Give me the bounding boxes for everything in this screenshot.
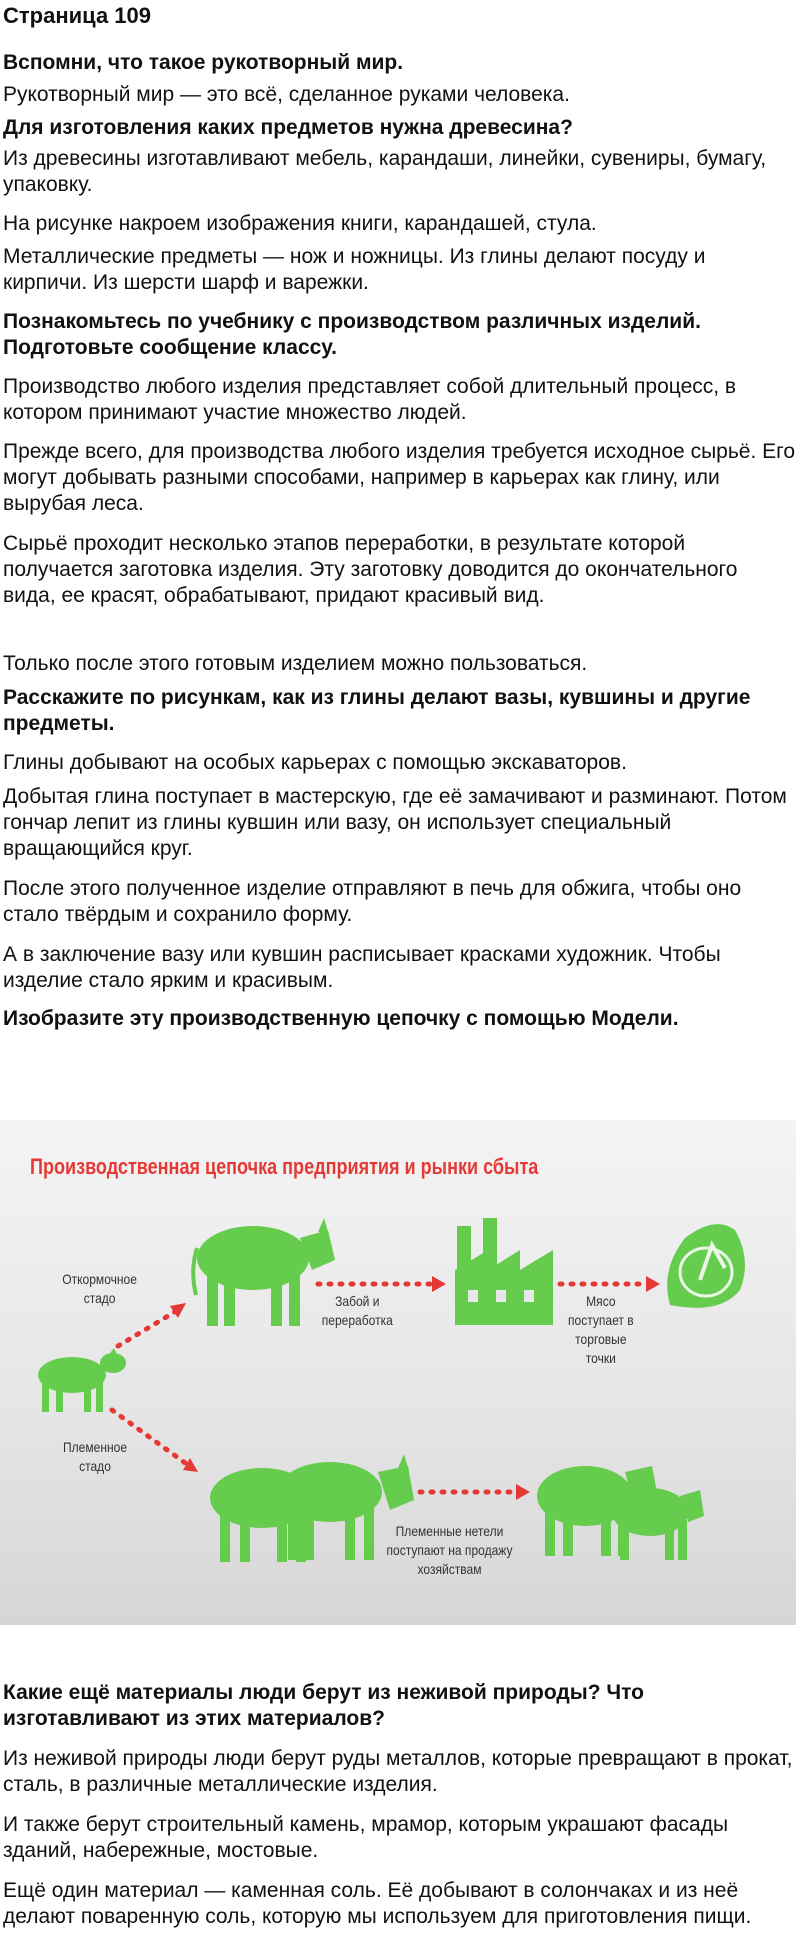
label-breeding-herd: Племенное стадо [62, 1439, 128, 1474]
heifers-icon [537, 1466, 704, 1560]
answer-4-d: А в заключение вазу или кувшин расписывает красками художник. Чтобы изделие стало ярким и красивым. [3, 943, 721, 992]
answer-6-b: И также берут строительный камень, мрамор, которым украшают фасады зданий, набережные, мостовые. [3, 1813, 729, 1862]
label-slaughter: Забой и переработка [321, 1293, 393, 1328]
answer-4-c: После этого полученное изделие отправляют в печь для обжига, чтобы оно стало твёрдым и сохранило форму. [3, 877, 742, 926]
figure-title: Производственная цепочка предприятия и рынки сбыта [30, 1154, 539, 1179]
breeding-herd-icon [210, 1454, 414, 1562]
question-6: Какие ещё материалы люди берут из неживой природы? Что изготавливают из этих материалов? [3, 1681, 644, 1730]
arrow-calf-to-fattening [118, 1310, 178, 1346]
answer-1: Рукотворный мир — это всё, сделанное руками человека. [3, 83, 570, 106]
answer-3-b: Прежде всего, для производства любого изделия требуется исходное сырьё. Его могут добывать разными способами, например в карьерах как глину, или вырубая леса. [3, 440, 796, 515]
label-fattening-herd: Откормочное стадо [62, 1271, 137, 1306]
factory-icon [455, 1218, 553, 1325]
arrow-head-5 [516, 1484, 530, 1500]
label-meat: Мясо поступает в торговые точки [568, 1293, 634, 1366]
answer-6-c: Ещё один материал — каменная соль. Её добывают в солончаках и из неё делают поваренную соль, которую мы используем для приготовления пищи. [3, 1879, 752, 1928]
question-4: Расскажите по рисункам, как из глины делают вазы, кувшины и другие предметы. [3, 686, 751, 735]
question-5: Изобразите эту производственную цепочку с помощью Модели. [3, 1007, 679, 1030]
calf-icon [38, 1348, 126, 1412]
question-2: Для изготовления каких предметов нужна древесина? [3, 116, 573, 139]
answer-2-a: Из древесины изготавливают мебель, карандаши, линейки, сувениры, бумагу, упаковку. [3, 147, 767, 196]
answer-3-c: Сырьё проходит несколько этапов переработки, в результате которой получается заготовка изделия. Эту заготовку доводится до окончательного вида, ее красят, обрабатывают, придают красивый вид. [3, 532, 738, 607]
answer-4-b: Добытая глина поступает в мастерскую, где её замачивают и разминают. Потом гончар лепит из глины кувшин или вазу, он использует специальный вращающийся круг. [3, 785, 787, 860]
answer-3-a: Производство любого изделия представляет собой длительный процесс, в котором принимают участие множество людей. [3, 375, 737, 424]
arrow-head-2 [432, 1276, 446, 1292]
answer-2-c: Металлические предметы — нож и ножницы. Из глины делают посуду и кирпичи. Из шерсти шарф и варежки. [3, 245, 706, 294]
answer-6-a: Из неживой природы люди берут руды металлов, которые превращают в прокат, сталь, в различные металлические изделия. [3, 1747, 793, 1796]
question-3: Познакомьтесь по учебнику с производством различных изделий. Подготовьте сообщение классу. [3, 310, 701, 359]
answer-4-a: Глины добывают на особых карьерах с помощью экскаваторов. [3, 751, 627, 774]
arrow-head-3 [646, 1276, 660, 1292]
answer-2-b: На рисунке накроем изображения книги, карандашей, стула. [3, 212, 597, 235]
answer-3-d: Только после этого готовым изделием можно пользоваться. [3, 652, 588, 675]
page-title: Страница 109 [3, 3, 151, 28]
question-1: Вспомни, что такое рукотворный мир. [3, 51, 404, 74]
arrow-head-1 [170, 1303, 186, 1318]
production-chain-figure [0, 1120, 796, 1625]
meat-icon [667, 1224, 745, 1308]
label-heifers: Племенные нетели поступают на продажу хозяйствам [386, 1523, 513, 1577]
